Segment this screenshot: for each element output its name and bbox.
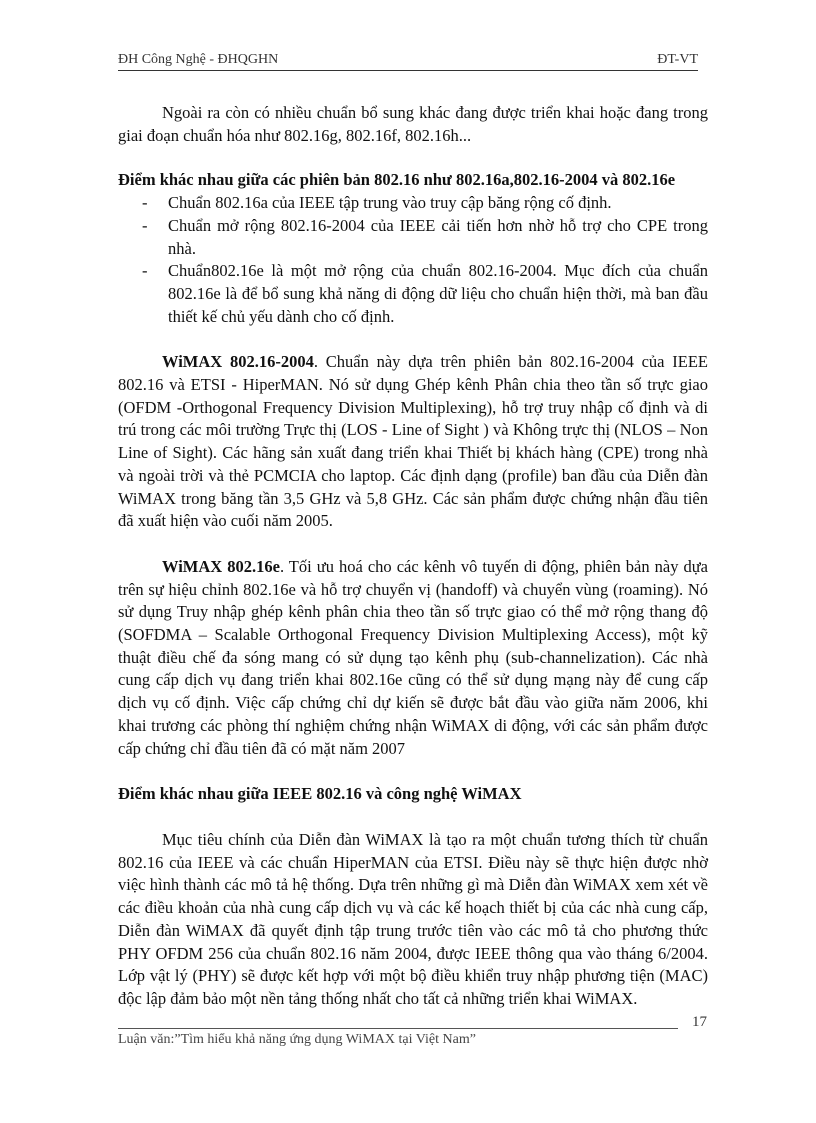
wimax-16e-lead: WiMAX 802.16e bbox=[162, 556, 280, 576]
footer-thesis-title: Luận văn:”Tìm hiểu khả năng ứng dụng WiMAX tại Việt Nam” bbox=[118, 1032, 476, 1047]
versions-bullet-list bbox=[118, 192, 708, 328]
page-body bbox=[118, 102, 708, 1011]
wimax-16e-text: . Tối ưu hoá cho các kênh vô tuyến di động, phiên bản này dựa trên sự hiệu chỉnh 802.16e và hỗ trợ chuyển vị (handoff) và chuyển vùng (roaming). Nó sử dụng Truy nhập ghép kênh phân chia theo tần số trực giao có thể mở rộng thang độ (SOFDMA – Scalable Orthogonal Frequency Division Multiplexing Access), một kỹ thuật điều chế đa sóng mang có sử dụng tạo kênh phụ (sub-channelization). Các nhà cung cấp dịch vụ đang triển khai 802.16e cũng có thể sử dụng mạng này để cung cấp dịch vụ cố định. Việc cấp chứng chỉ dự kiến sẽ được bắt đầu vào giữa năm 2006, khi khai trương các phòng thí nghiệm chứng nhận WiMAX di động, với các sản phẩm được cấp chứng chỉ đầu tiên đã có mặt năm 2007 bbox=[118, 556, 709, 758]
wimax-2004-text: . Chuẩn này dựa trên phiên bản 802.16-2004 của IEEE 802.16 và ETSI - HiperMAN. Nó sử dụng Ghép kênh Phân chia theo tần số trực giao (OFDM -Orthogonal Frequency Division Multiplexing), hỗ trợ truy nhập cố định và di trú trong các môi trường Trực thị (LOS - Line of Sight ) và Không trực thị (NLOS – Non Line of Sight). Các hãng sản xuất đang triển khai Thiết bị khách hàng (CPE) trong nhà và ngoài trời và thẻ PCMCIA cho laptop. Các định dạng (profile) ban đầu của Diễn đàn WiMAX trong băng tần 3,5 GHz và 5,8 GHz. Các sản phẩm được chứng nhận đầu tiên đã xuất hiện vào cuối năm 2005. bbox=[118, 352, 708, 531]
ieee-vs-wimax-paragraph: Mục tiêu chính của Diễn đàn WiMAX là tạo ra một chuẩn tương thích từ chuẩn 802.16 của IEEE và các chuẩn HiperMAN của ETSI. Điều này sẽ thực hiện được nhờ việc hình thành các mô tả hệ thống. Dựa trên những gì mà Diễn đàn WiMAX xem xét về các điều khoản của nhà cung cấp dịch vụ và các kế hoạch thiết bị của các nhà cung cấp, Diễn đàn WiMAX đã quyết định tập trung trước tiên vào các mô tả cho phương thức PHY OFDM 256 của chuẩn 802.16 năm 2004, được IEEE thông qua vào tháng 6/2004. Lớp vật lý (PHY) sẽ được kết hợp với một bộ điều khiển truy nhập phương tiện (MAC) độc lập đảm bảo một nền tảng thống nhất cho tất cả những triển khai WiMAX. bbox=[118, 829, 708, 1008]
bullet-text: Chuẩn802.16e là một mở rộng của chuẩn 802.16-2004. Mục đích của chuẩn 802.16e là để bổ sung khả năng di động dữ liệu cho chuẩn hiện thời, mà ban đầu thiết kế chủ yếu dành cho cố định. bbox=[168, 261, 708, 326]
list-item: - Chuẩn 802.16a của IEEE tập trung vào truy cập băng rộng cố định. bbox=[142, 193, 612, 213]
list-item: - Chuẩn802.16e là một mở rộng của chuẩn 802.16-2004. Mục đích của chuẩn 802.16e là để bổ sung khả năng di động dữ liệu cho chuẩn hiện thời, mà ban đầu thiết kế chủ yếu dành cho cố định. bbox=[142, 261, 708, 326]
section-heading-versions: Điểm khác nhau giữa các phiên bản 802.16 như 802.16a,802.16-2004 và 802.16e bbox=[118, 170, 676, 190]
page-header bbox=[118, 52, 698, 71]
footer-divider bbox=[118, 1028, 678, 1029]
header-department: ĐT-VT bbox=[657, 52, 698, 67]
wimax-16e-paragraph bbox=[118, 556, 708, 760]
section-heading-ieee-vs-wimax: Điểm khác nhau giữa IEEE 802.16 và công nghệ WiMAX bbox=[118, 784, 522, 804]
bullet-text: Chuẩn 802.16a của IEEE tập trung vào truy cập băng rộng cố định. bbox=[168, 193, 612, 213]
wimax-2004-paragraph bbox=[118, 351, 708, 533]
page-number: 17 bbox=[692, 1014, 707, 1030]
wimax-2004-lead: WiMAX 802.16-2004 bbox=[162, 352, 314, 372]
intro-paragraph: Ngoài ra còn có nhiều chuẩn bổ sung khác đang được triển khai hoặc đang trong giai đoạn chuẩn hóa như 802.16g, 802.16f, 802.16h... bbox=[118, 103, 708, 145]
bullet-text: Chuẩn mở rộng 802.16-2004 của IEEE cải tiến hơn nhờ hỗ trợ cho CPE trong nhà. bbox=[168, 215, 708, 258]
header-university: ĐH Công Nghệ - ĐHQGHN bbox=[118, 52, 279, 67]
list-item: - Chuẩn mở rộng 802.16-2004 của IEEE cải tiến hơn nhờ hỗ trợ cho CPE trong nhà. bbox=[142, 215, 708, 258]
